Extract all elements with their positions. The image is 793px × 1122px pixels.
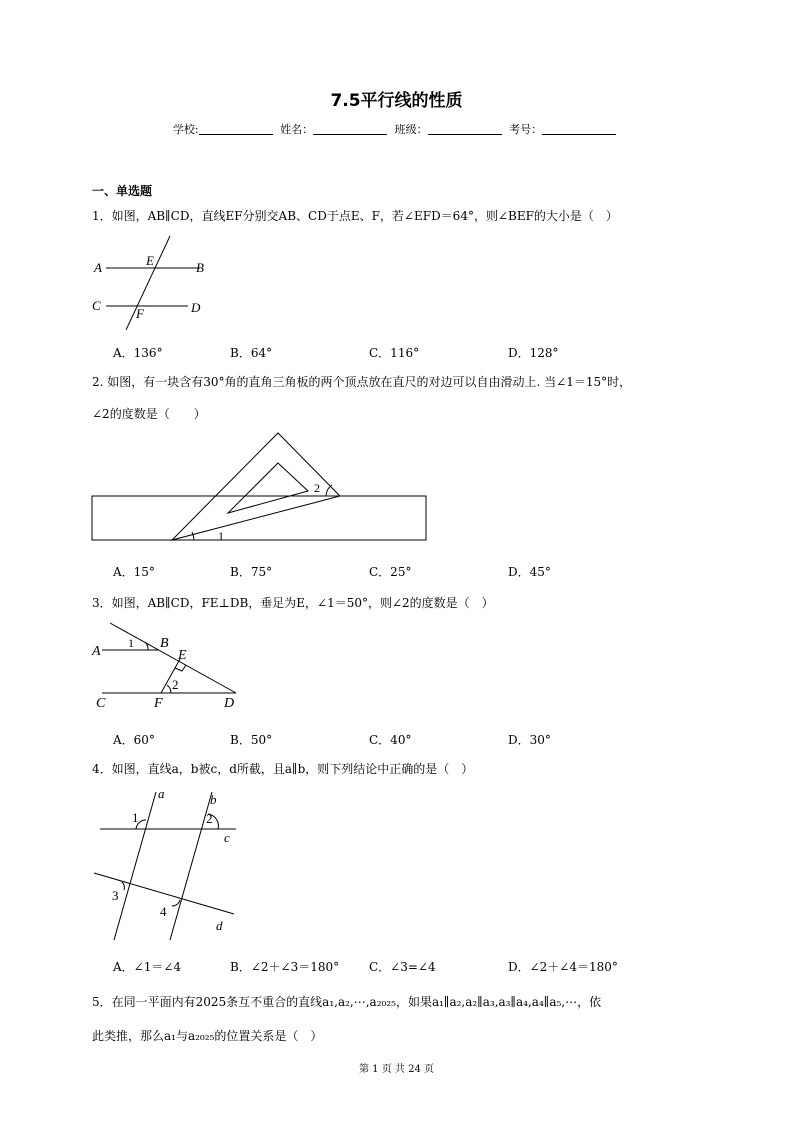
label-a: a xyxy=(158,786,165,801)
page-title: 7.5平行线的性质 xyxy=(330,91,463,111)
label-b: B xyxy=(196,260,204,275)
label-angle-1: 1 xyxy=(132,810,139,825)
q1-option-b[interactable]: B．64° xyxy=(230,346,273,360)
student-info-line xyxy=(0,121,793,137)
question-5-line-1: 5．在同一平面内有2025条互不重合的直线a₁,a₂,⋯,a₂₀₂₅，如果a₁∥a₂,a₂∥a₃,a₃∥a₄,a₄∥a₅,⋯，依 xyxy=(92,995,602,1009)
label-c: c xyxy=(224,830,230,845)
question-2-line-1: 2. 如图，有一块含有30°角的直角三角板的两个顶点放在直尺的对边可以自由滑动上. 当∠1＝15°时， xyxy=(92,375,632,389)
question-3-text: 3．如图，AB∥CD，FE⊥DB，垂足为E，∠1＝50°，则∠2的度数是（ ） xyxy=(92,596,494,610)
label-f: F xyxy=(154,696,163,711)
q3-option-c[interactable]: C．40° xyxy=(369,733,412,747)
label-angle-2: 2 xyxy=(172,677,179,692)
label-e: E xyxy=(178,648,187,663)
angle-2-arc xyxy=(167,685,171,693)
name-blank[interactable] xyxy=(313,124,387,135)
label-b: B xyxy=(160,636,169,651)
number-blank[interactable] xyxy=(542,124,616,135)
label-a: A xyxy=(92,644,101,659)
question-3-figure xyxy=(88,615,248,715)
question-4-figure xyxy=(88,786,248,946)
angle-1-arc xyxy=(192,532,194,540)
label-e: E xyxy=(146,253,154,268)
label-d: D xyxy=(191,300,201,315)
label-angle-2: 2 xyxy=(314,481,320,495)
q4-option-b[interactable]: B．∠2＋∠3＝180° xyxy=(230,960,340,974)
q1-option-a[interactable]: A．136° xyxy=(113,346,163,360)
name-label: 姓名： xyxy=(280,123,314,136)
q3-option-d[interactable]: D．30° xyxy=(508,733,551,747)
line-ef xyxy=(126,236,170,330)
angle-3-arc xyxy=(122,882,124,890)
label-d: d xyxy=(216,918,223,933)
label-angle-2: 2 xyxy=(206,811,213,826)
label-angle-1: 1 xyxy=(128,636,134,650)
q4-option-c[interactable]: C．∠3=∠4 xyxy=(369,960,436,974)
ruler xyxy=(92,496,426,540)
class-blank[interactable] xyxy=(428,124,502,135)
q4-option-a[interactable]: A．∠1＝∠4 xyxy=(113,960,182,974)
label-angle-1: 1 xyxy=(218,529,224,543)
label-angle-3: 3 xyxy=(112,888,119,903)
school-label: 学校: xyxy=(172,123,199,136)
q2-option-a[interactable]: A．15° xyxy=(113,565,155,579)
label-b: b xyxy=(210,792,217,807)
school-blank[interactable] xyxy=(199,124,273,135)
label-d: D xyxy=(224,696,235,711)
question-1-figure xyxy=(88,230,218,335)
q3-option-b[interactable]: B．50° xyxy=(230,733,273,747)
question-5-line-2: 此类推，那么a₁与a₂₀₂₅的位置关系是（ ） xyxy=(92,1029,323,1043)
label-c: C xyxy=(92,298,101,313)
label-a: A xyxy=(94,260,102,275)
q1-option-c[interactable]: C．116° xyxy=(369,346,420,360)
section-heading: 一、单选题 xyxy=(92,184,153,198)
question-1-text: 1．如图，AB∥CD，直线EF分别交AB、CD于点E、F，若∠EFD＝64°，则∠BEF的大小是（ ） xyxy=(92,209,618,223)
q2-option-d[interactable]: D．45° xyxy=(508,565,551,579)
question-2-figure xyxy=(88,430,433,550)
class-label: 班级： xyxy=(394,123,428,136)
q1-option-d[interactable]: D．128° xyxy=(508,346,559,360)
q2-option-c[interactable]: C．25° xyxy=(369,565,412,579)
q4-option-d[interactable]: D．∠2＋∠4＝180° xyxy=(508,960,618,974)
label-f: F xyxy=(136,306,144,321)
angle-4-arc xyxy=(172,900,180,906)
question-4-text: 4．如图，直线a，b被c，d所截，且a∥b，则下列结论中正确的是（ ） xyxy=(92,762,474,776)
label-c: C xyxy=(96,696,106,711)
triangle-inner xyxy=(228,463,308,513)
question-2-line-2: ∠2的度数是（ ） xyxy=(92,407,206,421)
angle-1-arc xyxy=(145,642,148,650)
label-angle-4: 4 xyxy=(160,904,167,919)
number-label: 考号： xyxy=(509,123,543,136)
page-footer: 第 1 页 共 24 页 xyxy=(359,1064,434,1075)
q3-option-a[interactable]: A．60° xyxy=(113,733,155,747)
q2-option-b[interactable]: B．75° xyxy=(230,565,273,579)
